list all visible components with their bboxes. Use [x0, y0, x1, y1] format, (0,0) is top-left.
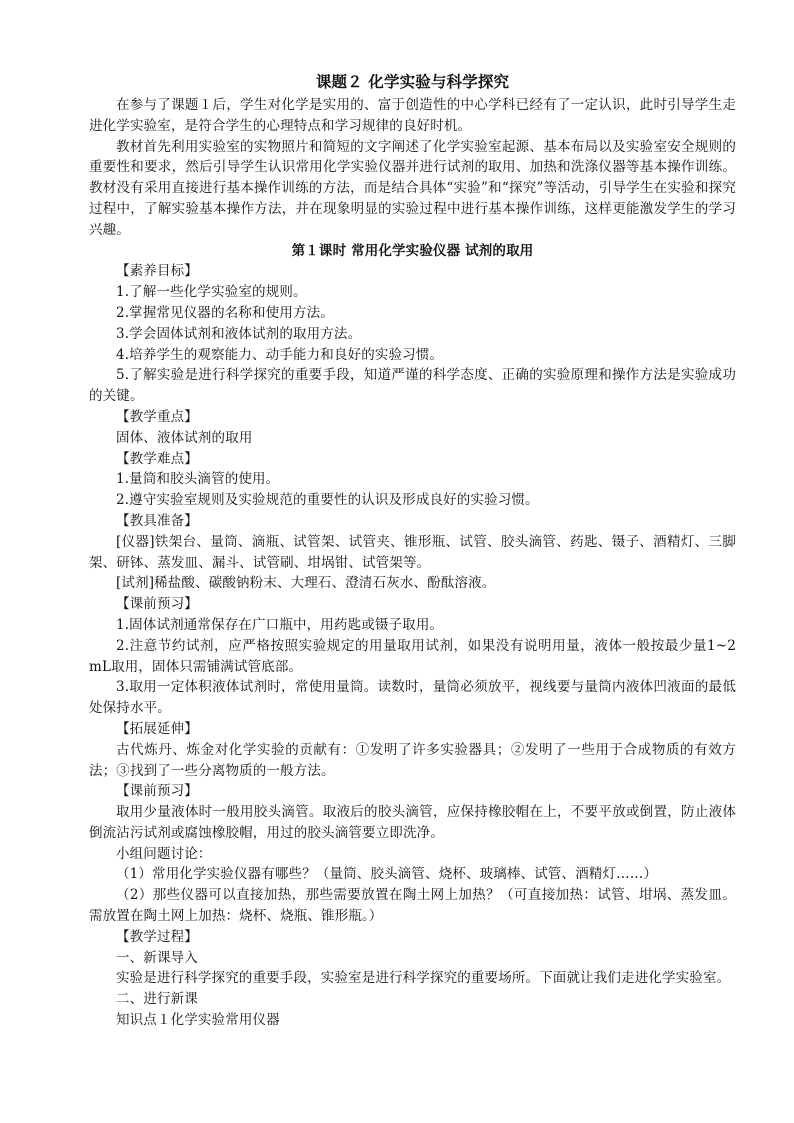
difficulty-item: 1.量筒和胶头滴管的使用。 [116, 471, 280, 488]
preview-text: 取用少量液体时一般用胶头滴管。取液后的胶头滴管，应保持橡胶帽在上，不要平放或倒置，防止液体倒流沾污试剂或腐蚀橡胶帽，用过的胶头滴管要立即洗净。 [89, 804, 736, 841]
preview-item: 1.固体试剂通常保存在广口瓶中，用药匙或镊子取用。 [116, 616, 444, 633]
section-heading-preview: 【课前预习】 [116, 783, 198, 800]
discussion-item: （2）那些仪器可以直接加热，那些需要放置在陶土网上加热？（可直接加热：试管、坩埚、蒸发皿。需放置在陶土网上加热：烧杯、烧瓶、锥形瓶。） [89, 887, 736, 925]
process-step-heading: 一、新课导入 [116, 949, 198, 966]
lesson-title: 第１课时 常用化学实验仪器 试剂的取用 [291, 242, 534, 259]
section-heading-process: 【教学过程】 [116, 928, 198, 945]
page-title: 课题２ 化学实验与科学探究 [315, 73, 510, 91]
difficulty-item: 2.遵守实验室规则及实验规范的重要性的认识及形成良好的实验习惯。 [116, 492, 539, 509]
goal-item: 4.培养学生的观察能力、动手能力和良好的实验习惯。 [116, 346, 444, 363]
section-heading-goals: 【素养目标】 [116, 263, 198, 280]
intro-paragraph: 教材首先利用实验室的实物照片和简短的文字阐述了化学实验室起源、基本布局以及实验室安全规则的重要性和要求，然后引导学生认识常用化学实验仪器并进行试剂的取用、加热和洗涤仪器等基本操作训练。教材没有采用直接进行基本操作训练的方法，而是结合具体“实验”和“探究”等活动，引导学生在实验和探究过程中，了解实验基本操作方法，并在现象明显的实验过程中进行基本操作训练，这样更能激发学生的学习兴趣。 [89, 138, 736, 238]
preview-item: 3.取用一定体积液体试剂时，常使用量筒。读数时，量筒必须放平，视线要与量筒内液体凹液面的最低处保持水平。 [89, 679, 736, 717]
materials-instruments: [仪器]铁架台、量筒、滴瓶、试管架、试管夹、锥形瓶、试管、胶头滴管、药匙、镊子、酒精灯、三脚架、研钵、蒸发皿、漏斗、试管刷、坩埚钳、试管架等。 [89, 533, 736, 571]
section-heading-extension: 【拓展延伸】 [116, 720, 198, 737]
preview-item: 2.注意节约试剂，应严格按照实验规定的用量取用试剂，如果没有说明用量，液体一般按最少量1~2 mL取用，固体只需铺满试管底部。 [89, 637, 736, 675]
goal-item: 3.学会固体试剂和液体试剂的取用方法。 [116, 325, 362, 342]
goal-item: 1.了解一些化学实验室的规则。 [116, 284, 307, 301]
process-step-heading: 二、进行新课 [116, 991, 198, 1008]
section-heading-preview: 【课前预习】 [116, 596, 198, 613]
process-step-text: 实验是进行科学探究的重要手段，实验室是进行科学探究的重要场所。下面就让我们走进化学实验室。 [116, 970, 731, 987]
section-heading-difficulties: 【教学难点】 [116, 450, 198, 467]
goal-item: 5.了解实验是进行科学探究的重要手段，知道严谨的科学态度、正确的实验原理和操作方法是实验成功的关键。 [89, 367, 736, 405]
discussion-heading: 小组问题讨论： [116, 845, 212, 862]
extension-text: 古代炼丹、炼金对化学实验的贡献有：①发明了许多实验器具；②发明了一些用于合成物质的有效方法；③找到了一些分离物质的一般方法。 [89, 741, 736, 779]
knowledge-point-heading: 知识点１化学实验常用仪器 [116, 1012, 280, 1029]
intro-paragraph: 在参与了课题１后，学生对化学是实用的、富于创造性的中心学科已经有了一定认识，此时引导学生走进化学实验室，是符合学生的心理特点和学习规律的良好时机。 [89, 97, 736, 134]
document-page [89, 71, 736, 1031]
section-heading-materials: 【教具准备】 [116, 512, 198, 529]
materials-reagents: [试剂]稀盐酸、碳酸钠粉末、大理石、澄清石灰水、酚酞溶液。 [116, 575, 496, 592]
section-heading-key-points: 【教学重点】 [116, 408, 198, 425]
discussion-item: （1）常用化学实验仪器有哪些？（量筒、胶头滴管、烧杯、玻璃棒、试管、酒精灯……） [116, 866, 658, 883]
key-point-text: 固体、液体试剂的取用 [116, 429, 253, 446]
goal-item: 2.掌握常见仪器的名称和使用方法。 [116, 304, 334, 321]
